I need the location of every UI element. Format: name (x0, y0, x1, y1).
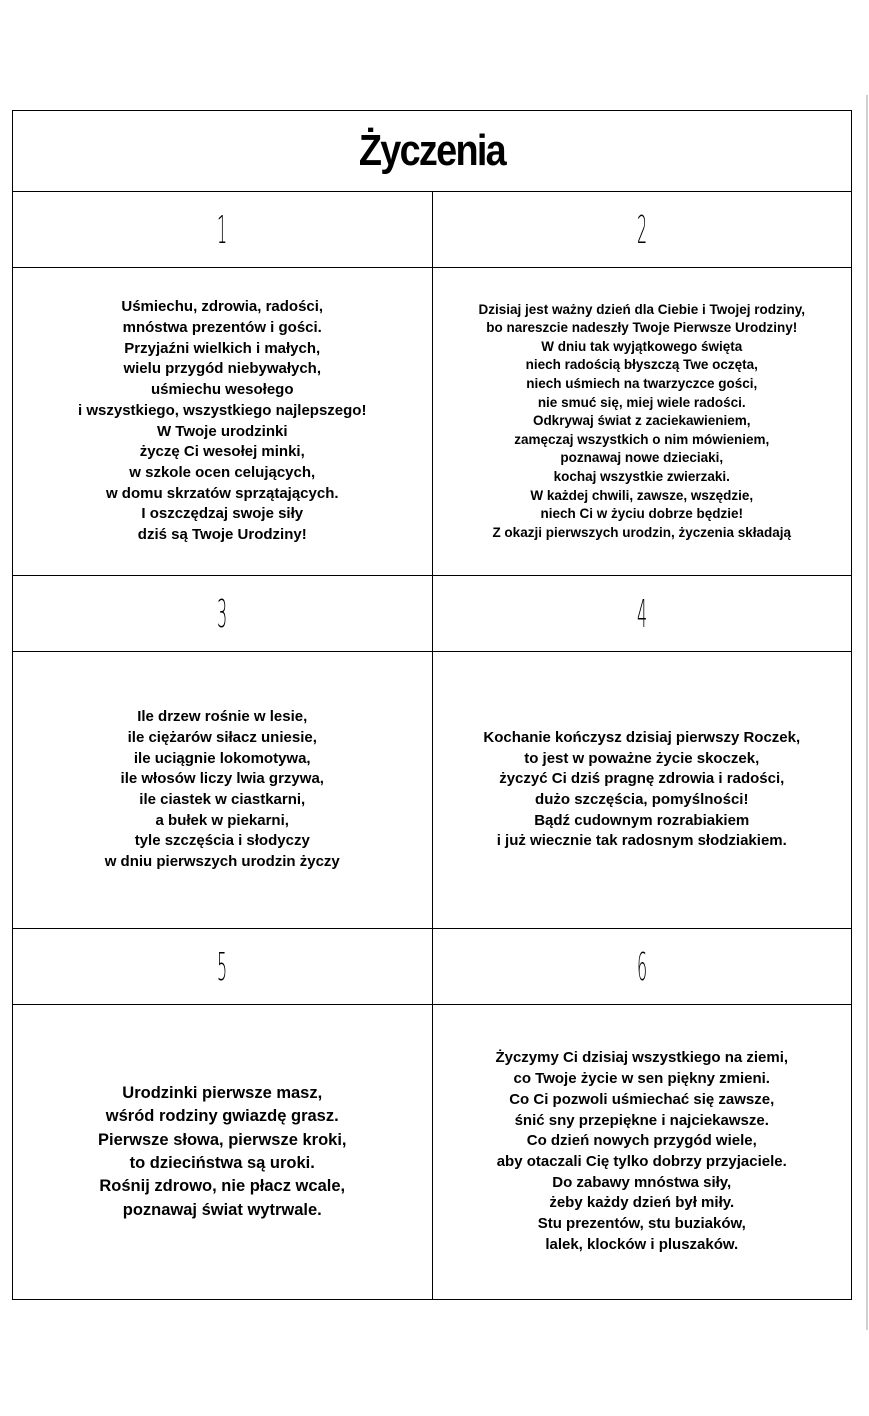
poem-line: a bułek w piekarni, (155, 811, 289, 829)
card-number: 3 (217, 591, 228, 636)
card-number-cell (432, 576, 852, 652)
poem-line: Co dzień nowych przygód wiele, (526, 1132, 757, 1150)
card-text-cell (432, 268, 852, 576)
poem-line: śnić sny przepiękne i najciekawsze. (514, 1111, 769, 1129)
page-edge-line (866, 95, 868, 1330)
card-number: 2 (636, 207, 647, 252)
card-text-cell (432, 652, 852, 929)
card-text-cell (13, 652, 433, 929)
poem-line: W każdej chwili, zawsze, wszędzie, (530, 487, 754, 503)
poem-line: niech uśmiech na twarzyczce gości, (526, 376, 758, 392)
poem-line: wśród rodziny gwiazdę grasz. (105, 1107, 339, 1126)
wish-poem (433, 728, 852, 852)
poem-line: niech Ci w życiu dobrze będzie! (540, 506, 744, 522)
poem-line: Co Ci pozwoli uśmiechać się zawsze, (509, 1090, 775, 1108)
wish-poem (433, 1048, 852, 1255)
poem-line: Uśmiechu, zdrowia, radości, (121, 298, 324, 316)
poem-line: poznawaj nowe dzieciaki, (560, 450, 724, 466)
card-number-cell (432, 929, 852, 1005)
poem-line: w domu skrzatów sprzątających. (105, 484, 339, 502)
card-number: 5 (217, 944, 228, 989)
poem-line: ile ciastek w ciastkarni, (139, 791, 306, 808)
wish-poem (13, 707, 432, 873)
poem-line: nie smuć się, miej wiele radości. (537, 394, 746, 410)
poem-line: Stu prezentów, stu buziaków, (537, 1215, 746, 1233)
poem-line: bo nareszcie nadeszły Twoje Pierwsze Urodziny! (486, 320, 798, 336)
card-text-cell (13, 268, 433, 576)
card-number-cell (432, 192, 852, 268)
poem-line: żeby każdy dzień był miły. (549, 1194, 735, 1212)
poem-line: Życzymy Ci dzisiaj wszystkiego na ziemi, (495, 1049, 789, 1067)
poem-line: wielu przygód niebywałych, (123, 360, 322, 378)
card-text-cell (432, 1005, 852, 1300)
poem-line: lalek, klocków i pluszaków. (545, 1235, 739, 1253)
poem-line: zamęczaj wszystkich o nim mówieniem, (514, 431, 770, 447)
page-title: Życzenia (358, 126, 506, 175)
poem-line: dziś są Twoje Urodziny! (137, 526, 307, 544)
poem-line: Kochanie kończysz dzisiaj pierwszy Roczek, (483, 728, 801, 746)
poem-line: Dzisiaj jest ważny dzień dla Ciebie i Twojej rodziny, (478, 301, 806, 317)
poem-line: dużo szczęścia, pomyślności! (535, 791, 749, 808)
card-number: 1 (217, 207, 228, 252)
title-cell (13, 111, 852, 192)
card-text-cell (13, 1005, 433, 1300)
poem-line: ile ciężarów siłacz uniesie, (127, 728, 317, 746)
poem-line: niech radością błyszczą Twe oczęta, (525, 357, 758, 373)
poem-line: I oszczędzaj swoje siły (141, 505, 304, 523)
poem-line: i wszystkiego, wszystkiego najlepszego! (78, 401, 367, 419)
poem-line: życzę Ci wesołej minki, (139, 443, 305, 461)
poem-line: w szkole ocen celujących, (129, 463, 316, 481)
card-number-cell (13, 929, 433, 1005)
poem-line: Pierwsze słowa, pierwsze kroki, (97, 1130, 347, 1149)
poem-line: ile uciągnie lokomotywa, (133, 749, 311, 767)
poem-line: mnóstwa prezentów i gości. (122, 318, 322, 336)
card-number-cell (13, 192, 433, 268)
poem-line: Z okazji pierwszych urodzin, życzenia składają (492, 524, 792, 540)
poem-line: to jest w poważne życie skoczek, (524, 749, 760, 767)
poem-line: W Twoje urodzinki (156, 422, 288, 440)
poem-line: Urodzinki pierwsze masz, (122, 1083, 323, 1102)
card-number-cell (13, 576, 433, 652)
poem-line: aby otaczali Cię tylko dobrzy przyjaciele. (496, 1153, 787, 1170)
poem-line: W dniu tak wyjątkowego święta (541, 338, 743, 354)
poem-line: to dzieciństwa są uroki. (129, 1154, 315, 1172)
poem-line: Bądź cudownym rozrabiakiem (534, 811, 750, 829)
poem-line: Przyjaźni wielkich i małych, (124, 339, 321, 357)
poem-line: co Twoje życie w sen piękny zmieni. (513, 1070, 770, 1088)
wish-poem (13, 1082, 432, 1222)
poem-line: uśmiechu wesołego (150, 381, 294, 399)
wishes-sheet (12, 110, 852, 1300)
wish-poem (13, 297, 432, 545)
poem-line: Do zabawy mnóstwa siły, (552, 1173, 732, 1191)
poem-line: Odkrywaj świat z zaciekawieniem, (532, 413, 751, 429)
poem-line: w dniu pierwszych urodzin życzy (104, 853, 340, 871)
poem-line: i już wiecznie tak radosnym słodziakiem. (496, 832, 787, 850)
poem-line: ile włosów liczy lwia grzywa, (120, 770, 324, 788)
card-number: 4 (636, 591, 647, 636)
wish-poem (433, 301, 852, 543)
card-number: 6 (636, 944, 647, 989)
poem-line: życzyć Ci dziś pragnę zdrowia i radości, (499, 770, 785, 788)
poem-line: Ile drzew rośnie w lesie, (137, 708, 308, 726)
poem-line: kochaj wszystkie zwierzaki. (553, 468, 730, 484)
poem-line: tyle szczęścia i słodyczy (134, 832, 310, 850)
poem-line: poznawaj świat wytrwale. (122, 1200, 322, 1219)
poem-line: Rośnij zdrowo, nie płacz wcale, (99, 1177, 346, 1196)
